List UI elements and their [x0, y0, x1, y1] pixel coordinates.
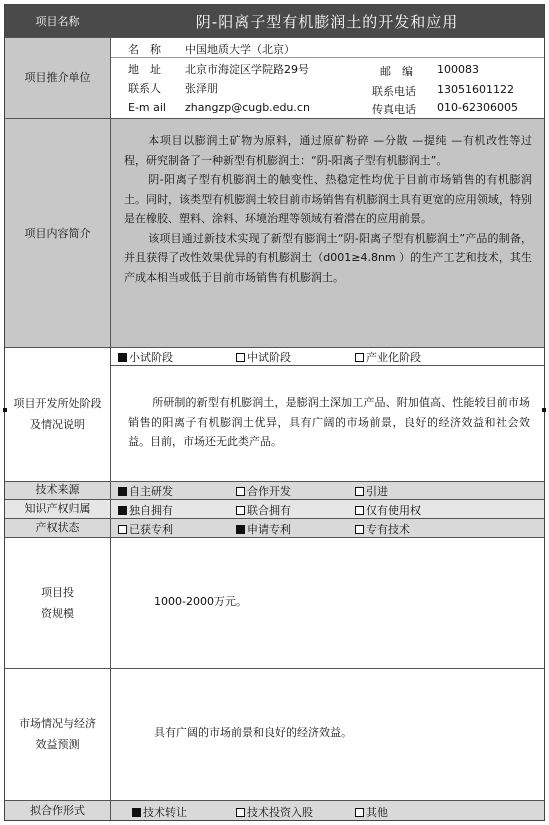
row-divider — [5, 347, 544, 348]
contact-value: 张泽朋 — [185, 82, 218, 95]
unit-divider — [110, 57, 544, 58]
stage-option-label: 产业化阶段 — [366, 351, 421, 364]
unit-label: 项目推介单位 — [5, 37, 110, 118]
fax-value: 010-62306005 — [437, 101, 518, 114]
cooperation-option-other[interactable] — [355, 804, 388, 820]
option-label: 技术投资入股 — [247, 806, 313, 819]
checkbox-empty-icon — [355, 353, 364, 362]
phone-value: 13051601122 — [437, 83, 514, 96]
ip-owner-option-joint[interactable] — [236, 502, 291, 518]
checkbox-empty-icon — [118, 525, 127, 534]
stage-description: 所研制的新型有机膨润土，是膨润土深加工产品、附加值高、性能较目前市场销售的阳离子有机膨润土优异，具有广阔的市场前景，良好的经济效益和社会效益。目前，市场还无此类产品。 — [128, 396, 530, 448]
option-label: 仅有使用权 — [366, 504, 421, 517]
checkbox-empty-icon — [355, 525, 364, 534]
investment-label — [5, 538, 110, 668]
row-divider — [5, 518, 544, 519]
stage-option-label: 小试阶段 — [129, 351, 173, 364]
row-divider — [5, 481, 544, 482]
stage-option-label: 中试阶段 — [247, 351, 291, 364]
edge-marker — [3, 408, 7, 412]
project-name-label: 项目名称 — [5, 5, 110, 37]
content-label: 项目内容简介 — [5, 119, 110, 347]
fax-label: 传真电话 — [372, 103, 416, 116]
option-label: 专有技术 — [366, 523, 410, 536]
checkbox-empty-icon — [236, 808, 245, 817]
cooperation-option-transfer[interactable] — [132, 804, 187, 820]
ip-owner-options — [110, 500, 544, 518]
checkbox-empty-icon — [236, 506, 245, 515]
checkbox-empty-icon — [355, 506, 364, 515]
contact-label: 联系人 — [128, 82, 161, 95]
tech-source-label: 技术来源 — [5, 481, 110, 499]
market-label — [5, 668, 110, 800]
investment-panel — [110, 538, 544, 668]
tech-source-option-import[interactable] — [355, 483, 388, 499]
checkbox-empty-icon — [355, 487, 364, 496]
ip-status-option-applying[interactable] — [236, 521, 291, 537]
zip-label: 邮 编 — [380, 65, 413, 78]
content-paragraph-1: 本项目以膨润土矿物为原料，通过原矿粉碎 —分散 —提纯 —有机改性等过程，研究制备了一种新型有机膨润土：“阴-阳离子型有机膨润土”。 — [124, 134, 532, 167]
ip-owner-option-sole[interactable] — [118, 502, 173, 518]
checkbox-checked-icon — [132, 808, 141, 817]
cooperation-label: 拟合作形式 — [5, 801, 110, 820]
address-value: 北京市海淀区学院路29号 — [185, 63, 309, 76]
investment-label-line1: 项目投 — [41, 586, 74, 599]
unit-name-label: 名 称 — [128, 43, 161, 56]
row-divider — [5, 37, 544, 38]
ip-status-option-proprietary[interactable] — [355, 521, 410, 537]
phone-label: 联系电话 — [372, 85, 416, 98]
option-label: 已获专利 — [129, 523, 173, 536]
stage-description-panel — [110, 365, 544, 481]
option-label: 合作开发 — [247, 485, 291, 498]
row-divider — [5, 800, 544, 801]
unit-name-value: 中国地质大学（北京） — [185, 43, 295, 56]
ip-status-option-patented[interactable] — [118, 521, 173, 537]
market-panel — [110, 668, 544, 800]
ip-owner-option-use-only[interactable] — [355, 502, 421, 518]
zip-value: 100083 — [437, 63, 479, 76]
row-divider — [5, 499, 544, 500]
row-divider — [110, 365, 544, 366]
investment-label-line2: 资规模 — [41, 607, 74, 620]
content-paragraph-3: 该项目通过新技术实现了新型有膨润土“阴-阳离子型有机膨润土”产品的制备，并且获得了改性效果优异的有机膨润土（d001≥4.8nm ）的生产工艺和技术，其生产成本相当或低于目前市场销售有机膨润土。 — [124, 231, 532, 284]
checkbox-checked-icon — [236, 525, 245, 534]
checkbox-empty-icon — [236, 487, 245, 496]
email-value: zhangzp@cugb.edu.cn — [185, 101, 310, 114]
option-label: 自主研发 — [129, 485, 173, 498]
content-paragraph-2: 阴-阳离子型有机膨润土的触变性、热稳定性均优于目前市场销售的有机膨润土。同时，该类型有机膨润土较目前市场销售有机膨润土具有更宽的应用领域，特别是在橡胶、塑料、涂料、环境治理等领域有着潜在的应用前景。 — [124, 173, 532, 225]
checkbox-checked-icon — [118, 487, 127, 496]
edge-marker — [542, 408, 546, 412]
content-panel — [110, 119, 544, 347]
checkbox-checked-icon — [118, 506, 127, 515]
project-form — [4, 4, 545, 821]
project-title: 阴-阳离子型有机膨润土的开发和应用 — [110, 5, 544, 37]
option-label: 其他 — [366, 806, 388, 819]
market-value: 具有广阔的市场前景和良好的经济效益。 — [154, 726, 352, 739]
market-label-line1: 市场情况与经济 — [19, 717, 96, 730]
unit-info — [110, 37, 544, 118]
row-divider — [5, 537, 544, 538]
ip-status-options — [110, 519, 544, 537]
checkbox-empty-icon — [355, 808, 364, 817]
tech-source-option-own[interactable] — [118, 483, 173, 499]
option-label: 申请专利 — [247, 523, 291, 536]
option-label: 引进 — [366, 485, 388, 498]
column-divider — [110, 37, 111, 820]
ip-owner-label: 知识产权归属 — [5, 500, 110, 518]
stage-label: 项目开发所处阶段及情况说明 — [5, 347, 110, 481]
tech-source-options — [110, 481, 544, 499]
tech-source-option-joint[interactable] — [236, 483, 291, 499]
stage-option-pilot[interactable] — [118, 349, 173, 365]
address-label: 地 址 — [128, 63, 161, 76]
row-divider — [5, 118, 544, 119]
checkbox-checked-icon — [118, 353, 127, 362]
checkbox-empty-icon — [236, 353, 245, 362]
market-label-line2: 效益预测 — [35, 738, 80, 751]
row-divider — [5, 668, 544, 669]
cooperation-options — [110, 801, 544, 820]
ip-status-label: 产权状态 — [5, 519, 110, 537]
stage-options — [110, 347, 544, 365]
stage-option-intermediate[interactable] — [236, 349, 291, 365]
option-label: 技术转让 — [143, 806, 187, 819]
email-label: E-m ail — [128, 101, 166, 114]
investment-value: 1000-2000万元。 — [154, 595, 247, 608]
stage-option-industrial[interactable] — [355, 349, 421, 365]
option-label: 联合拥有 — [247, 504, 291, 517]
cooperation-option-investment[interactable] — [236, 804, 313, 820]
option-label: 独自拥有 — [129, 504, 173, 517]
